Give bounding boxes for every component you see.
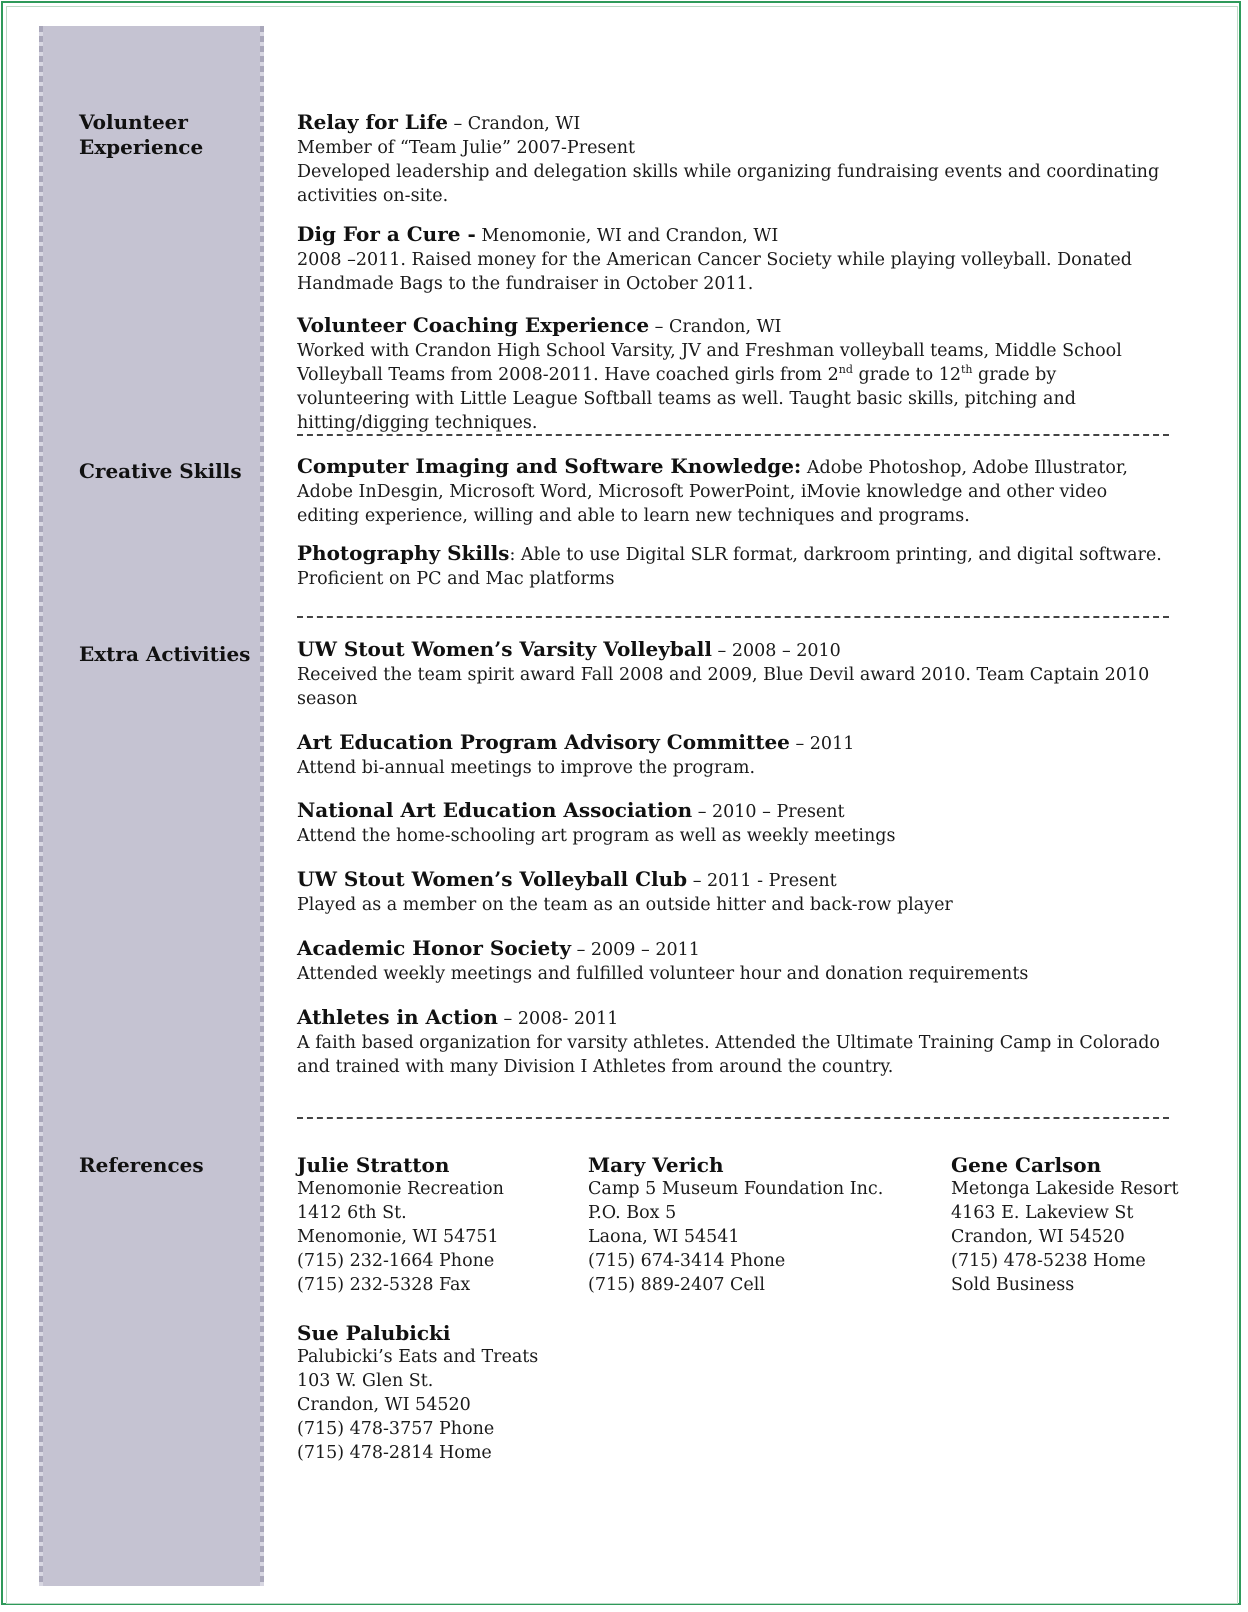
extra-entry: [297, 1005, 1172, 1079]
entry-title: Volunteer Coaching Experience: [297, 313, 650, 337]
entry-title: UW Stout Women’s Volleyball Club: [297, 867, 688, 891]
sidebar-band: [42, 26, 260, 1586]
reference-name: Gene Carlson: [951, 1153, 1102, 1177]
entry-title: Relay for Life: [297, 110, 448, 134]
creative-entry-software: [297, 454, 1172, 528]
entry-line: 2008 –2011. Raised money for the American Cancer Society while playing volleyball. Donated Handmade Bags to the fundraiser in October 2011.: [297, 250, 1132, 294]
reference-line: Metonga Lakeside Resort: [951, 1179, 1179, 1199]
reference-line: (715) 232-5328 Fax: [297, 1275, 471, 1295]
entry-title: Art Education Program Advisory Committee: [297, 730, 790, 754]
reference-line: 4163 E. Lakeview St: [951, 1203, 1134, 1223]
entry-body: : Able to use Digital SLR format, darkroom printing, and digital software. Proficient on PC and Mac platforms: [297, 545, 1162, 589]
volunteer-entry-coaching: [297, 313, 1172, 435]
entry-body: [297, 339, 1172, 435]
reference-line: 103 W. Glen St.: [297, 1371, 434, 1391]
section-label-volunteer-line1: Volunteer: [79, 110, 188, 134]
reference-line: Camp 5 Museum Foundation Inc.: [588, 1179, 884, 1199]
section-label-creative: Creative Skills: [79, 459, 242, 483]
entry-subtitle: – Crandon, WI: [649, 317, 782, 337]
reference-line: (715) 478-3757 Phone: [297, 1419, 495, 1439]
extra-entry: [297, 730, 1172, 780]
entry-subtitle: – 2009 – 2011: [571, 940, 700, 960]
reference-line: (715) 232-1664 Phone: [297, 1251, 495, 1271]
entry-subtitle: Menomonie, WI and Crandon, WI: [475, 226, 779, 246]
reference-name: Julie Stratton: [297, 1153, 450, 1177]
entry-line: Developed leadership and delegation skills while organizing fundraising events and coordinating activities on-site.: [297, 162, 1160, 206]
section-divider: [297, 616, 1169, 618]
volunteer-entry-relay: [297, 110, 1172, 208]
reference-line: 1412 6th St.: [297, 1203, 407, 1223]
extra-entry: [297, 867, 1172, 917]
entry-subtitle: – 2008- 2011: [497, 1009, 619, 1029]
extra-entry: [297, 936, 1172, 986]
reference-line: Crandon, WI 54520: [951, 1227, 1125, 1247]
entry-title: National Art Education Association: [297, 798, 693, 822]
entry-subtitle: – 2008 – 2010: [711, 641, 841, 661]
ordinal-suffix: th: [960, 363, 973, 377]
reference-name: Sue Palubicki: [297, 1321, 451, 1345]
entry-body: A faith based organization for varsity athletes. Attended the Ultimate Training Camp in Colorado and trained with many Division I Athletes from around the country.: [297, 1033, 1160, 1077]
reference-line: Laona, WI 54541: [588, 1227, 740, 1247]
entry-body-part: Worked with Crandon High School Varsity, JV and Freshman volleyball teams, Middle School Volleyball Teams from 2008-2011. Have coached girls from 2: [297, 341, 1122, 385]
entry-line: Member of “Team Julie” 2007-Present: [297, 138, 636, 158]
reference-name: Mary Verich: [588, 1153, 724, 1177]
reference-line: Sold Business: [951, 1275, 1075, 1295]
creative-entry-photography: [297, 541, 1172, 591]
section-divider: [297, 434, 1169, 436]
ordinal-suffix: nd: [838, 363, 853, 377]
entry-body: Attended weekly meetings and fulfilled volunteer hour and donation requirements: [297, 964, 1029, 984]
extra-entry: [297, 637, 1172, 711]
reference-line: (715) 478-5238 Home: [951, 1251, 1146, 1271]
reference-line: Crandon, WI 54520: [297, 1395, 471, 1415]
entry-title: Athletes in Action: [297, 1005, 498, 1029]
reference-card: [297, 1321, 597, 1465]
reference-card: [588, 1153, 938, 1297]
entry-body: Played as a member on the team as an outside hitter and back-row player: [297, 895, 953, 915]
entry-body: Adobe Photoshop, Adobe Illustrator, Adobe InDesgin, Microsoft Word, Microsoft PowerPoint, iMovie knowledge and other video editing experience, willing and able to learn new techniques and programs.: [297, 458, 1128, 526]
reference-line: P.O. Box 5: [588, 1203, 677, 1223]
sidebar-edge-left: [39, 26, 43, 1586]
volunteer-entry-dig: [297, 222, 1172, 296]
section-label-volunteer: [79, 110, 254, 160]
section-label-extra: Extra Activities: [79, 642, 251, 666]
entry-body: Received the team spirit award Fall 2008 and 2009, Blue Devil award 2010. Team Captain 2010 season: [297, 665, 1150, 709]
section-label-references: References: [79, 1153, 204, 1177]
entry-subtitle: – Crandon, WI: [447, 114, 581, 134]
reference-line: Menomonie, WI 54751: [297, 1227, 499, 1247]
reference-line: (715) 478-2814 Home: [297, 1443, 492, 1463]
entry-body: Attend the home-schooling art program as well as weekly meetings: [297, 826, 896, 846]
reference-line: Palubicki’s Eats and Treats: [297, 1347, 539, 1367]
entry-title: Photography Skills: [297, 541, 510, 565]
entry-subtitle: – 2010 – Present: [692, 802, 845, 822]
entry-title: Computer Imaging and Software Knowledge:: [297, 454, 802, 478]
extra-entry: [297, 798, 1172, 848]
reference-line: Menomonie Recreation: [297, 1179, 504, 1199]
sidebar-edge-right: [260, 26, 264, 1586]
entry-body-part: grade by volunteering with Little League Softball teams as well. Taught basic skills, pitching and hitting/digging techniques.: [297, 365, 1076, 433]
section-label-volunteer-line2: Experience: [79, 135, 204, 159]
entry-title: Academic Honor Society: [297, 936, 572, 960]
entry-subtitle: – 2011: [789, 734, 855, 754]
entry-title: UW Stout Women’s Varsity Volleyball: [297, 637, 712, 661]
reference-line: (715) 674-3414 Phone: [588, 1251, 786, 1271]
entry-title: Dig For a Cure -: [297, 222, 476, 246]
entry-subtitle: – 2011 - Present: [687, 871, 837, 891]
entry-body: Attend bi-annual meetings to improve the program.: [297, 758, 756, 778]
entry-body-part: grade to 12: [852, 365, 961, 385]
reference-card: [951, 1153, 1221, 1297]
reference-line: (715) 889-2407 Cell: [588, 1275, 765, 1295]
reference-card: [297, 1153, 577, 1297]
section-divider: [297, 1117, 1169, 1119]
